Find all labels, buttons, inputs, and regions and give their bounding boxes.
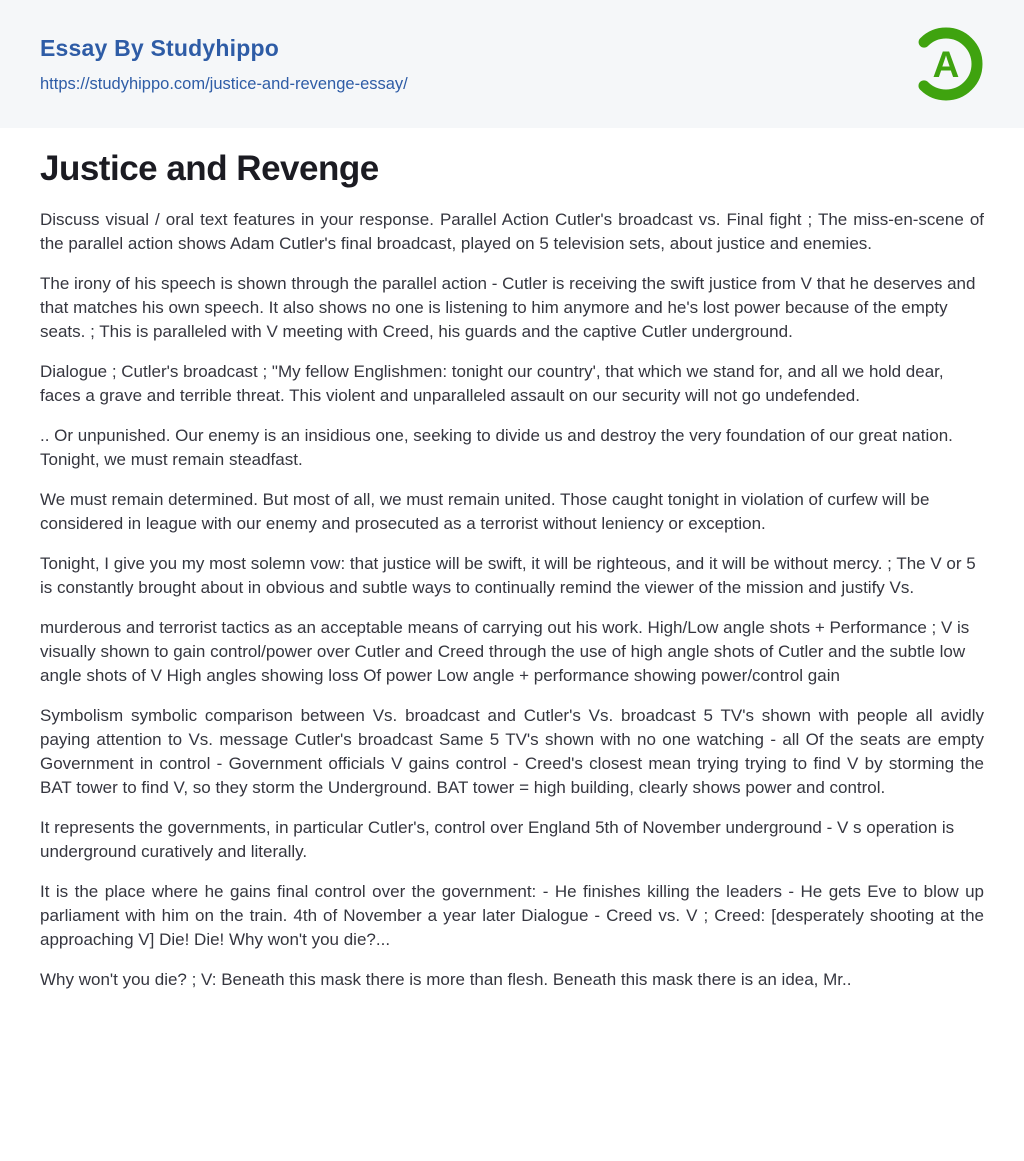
essay-paragraph: Tonight, I give you my most solemn vow: that justice will be swift, it will be righteous, and it will be without mercy. ; The V or 5 is constantly brought about in obvious and subtle ways to continually remind the viewer of the mission and justify Vs. <box>40 554 976 597</box>
essay-paragraph: .. Or unpunished. Our enemy is an insidious one, seeking to divide us and destroy the very foundation of our great nation. Tonight, we must remain steadfast. <box>40 426 953 469</box>
essay-body <box>40 208 984 992</box>
essay-paragraph: Dialogue ; Cutler's broadcast ; "My fellow Englishmen: tonight our country', that which we stand for, and all we hold dear, faces a grave and terrible threat. This violent and unparalleled assault on our security will not go undefended. <box>40 362 944 405</box>
logo-a-icon <box>908 26 984 102</box>
studyhippo-logo <box>908 26 984 102</box>
logo-letter: A <box>932 44 960 85</box>
site-title: Essay By Studyhippo <box>40 34 279 61</box>
page-title: Justice and Revenge <box>40 149 379 188</box>
essay-content <box>0 128 1024 992</box>
header-text-block <box>40 35 408 94</box>
essay-paragraph: It is the place where he gains final control over the government: - He finishes killing the leaders - He gets Eve to blow up parliament with him on the train. 4th of November a year later Dialogue - Creed vs. V ; Creed: [desperately shooting at the approaching V] Die! Die! Why won't you die?... <box>40 882 984 949</box>
essay-paragraph: It represents the governments, in particular Cutler's, control over England 5th of November underground - V s operation is underground curatively and literally. <box>40 818 955 861</box>
essay-paragraph: We must remain determined. But most of all, we must remain united. Those caught tonight in violation of curfew will be considered in league with our enemy and prosecuted as a terrorist without leniency or exception. <box>40 490 930 533</box>
essay-paragraph: murderous and terrorist tactics as an acceptable means of carrying out his work. High/Low angle shots + Performance ; V is visually shown to gain control/power over Cutler and Creed through the use of high angle shots of Cutler and the subtle low angle shots of V High angles showing loss Of power Low angle + performance showing power/control gain <box>40 618 970 685</box>
essay-paragraph: Symbolism symbolic comparison between Vs. broadcast and Cutler's Vs. broadcast 5 TV's shown with people all avidly paying attention to Vs. message Cutler's broadcast Same 5 TV's shown with no one watching - all Of the seats are empty Government in control - Government officials V gains control - Creed's closest mean trying trying to find V by storming the BAT tower to find V, so they storm the Underground. BAT tower = high building, clearly shows power and control. <box>40 706 984 797</box>
essay-paragraph: The irony of his speech is shown through the parallel action - Cutler is receiving the swift justice from V that he deserves and that matches his own speech. It also shows no one is listening to him anymore and he's lost power because of the empty seats. ; This is paralleled with V meeting with Creed, his guards and the captive Cutler underground. <box>40 274 976 341</box>
essay-paragraph: Why won't you die? ; V: Beneath this mask there is more than flesh. Beneath this mask there is an idea, Mr.. <box>40 970 852 989</box>
header <box>0 0 1024 128</box>
essay-url-link[interactable]: https://studyhippo.com/justice-and-revenge-essay/ <box>40 74 408 93</box>
essay-paragraph: Discuss visual / oral text features in your response. Parallel Action Cutler's broadcast vs. Final fight ; The miss-en-scene of the parallel action shows Adam Cutler's final broadcast, played on 5 television sets, about justice and enemies. <box>40 210 984 253</box>
